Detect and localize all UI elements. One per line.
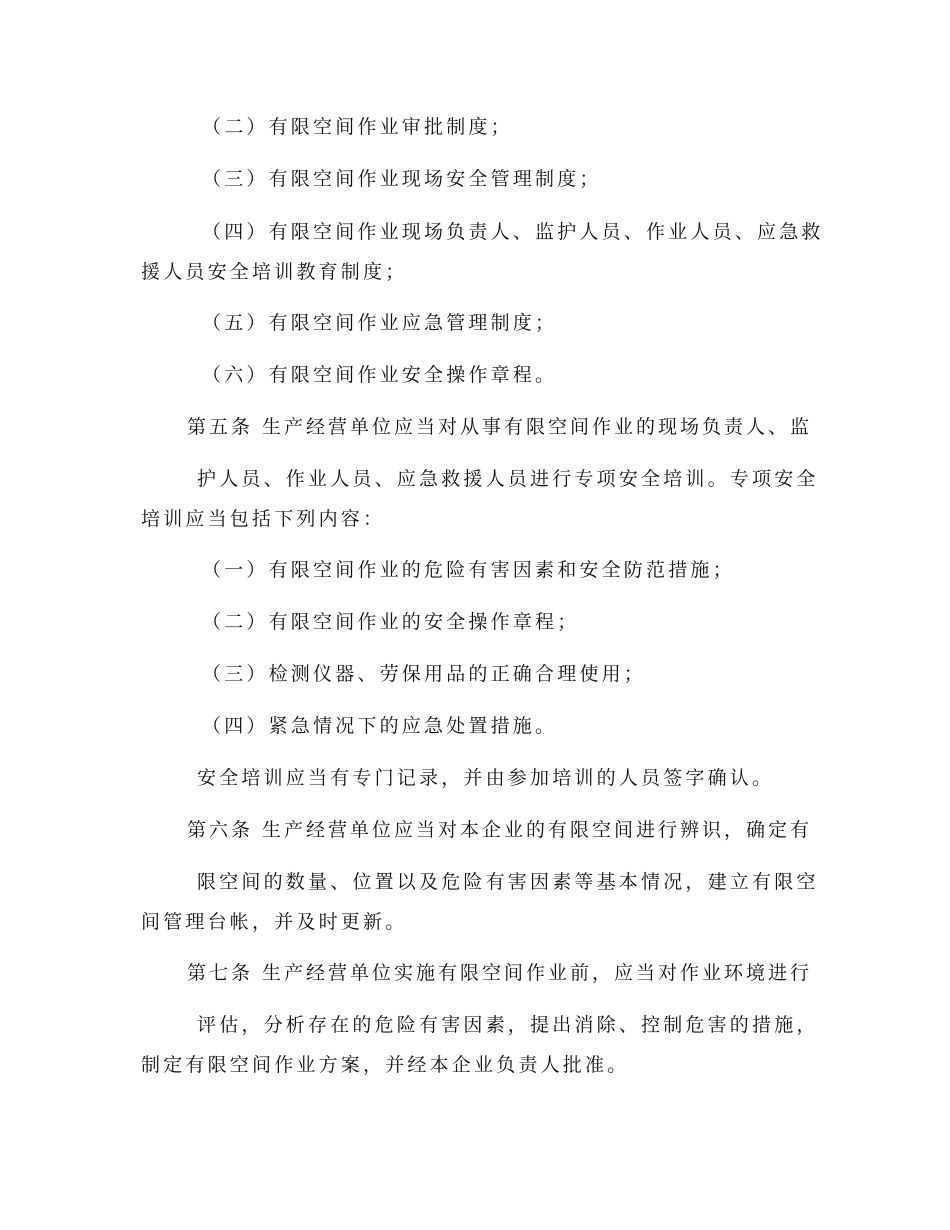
text-line: （一）有限空间作业的危险有害因素和安全防范措施； bbox=[202, 559, 735, 581]
text-line: （三）检测仪器、劳保用品的正确合理使用； bbox=[202, 663, 647, 685]
text-line: 制定有限空间作业方案，并经本企业负责人批准。 bbox=[141, 1054, 630, 1076]
text-line: 间管理台帐，并及时更新。 bbox=[141, 911, 408, 933]
text-line: 评估，分析存在的危险有害因素，提出消除、控制危害的措施， bbox=[197, 1014, 819, 1036]
text-line: 限空间的数量、位置以及危险有害因素等基本情况，建立有限空 bbox=[197, 871, 819, 893]
text-line: 第五条 生产经营单位应当对从事有限空间作业的现场负责人、监 bbox=[187, 416, 813, 438]
text-line: 第七条 生产经营单位实施有限空间作业前，应当对作业环境进行 bbox=[187, 962, 813, 984]
text-line: （二）有限空间作业审批制度； bbox=[202, 116, 513, 138]
text-line: （四）有限空间作业现场负责人、监护人员、作业人员、应急救 bbox=[202, 221, 824, 243]
text-line: 安全培训应当有专门记录，并由参加培训的人员签字确认。 bbox=[197, 767, 775, 789]
text-line: （六）有限空间作业安全操作章程。 bbox=[202, 364, 558, 386]
text-line: 护人员、作业人员、应急救援人员进行专项安全培训。专项安全 bbox=[197, 468, 819, 490]
text-line: （五）有限空间作业应急管理制度； bbox=[202, 312, 558, 334]
text-line: 援人员安全培训教育制度； bbox=[141, 261, 408, 283]
text-line: 第六条 生产经营单位应当对本企业的有限空间进行辨识，确定有 bbox=[187, 819, 813, 841]
text-line: （四）紧急情况下的应急处置措施。 bbox=[202, 715, 558, 737]
text-line: 培训应当包括下列内容： bbox=[141, 508, 386, 530]
text-line: （二）有限空间作业的安全操作章程； bbox=[202, 611, 580, 633]
text-line: （三）有限空间作业现场安全管理制度； bbox=[202, 168, 602, 190]
